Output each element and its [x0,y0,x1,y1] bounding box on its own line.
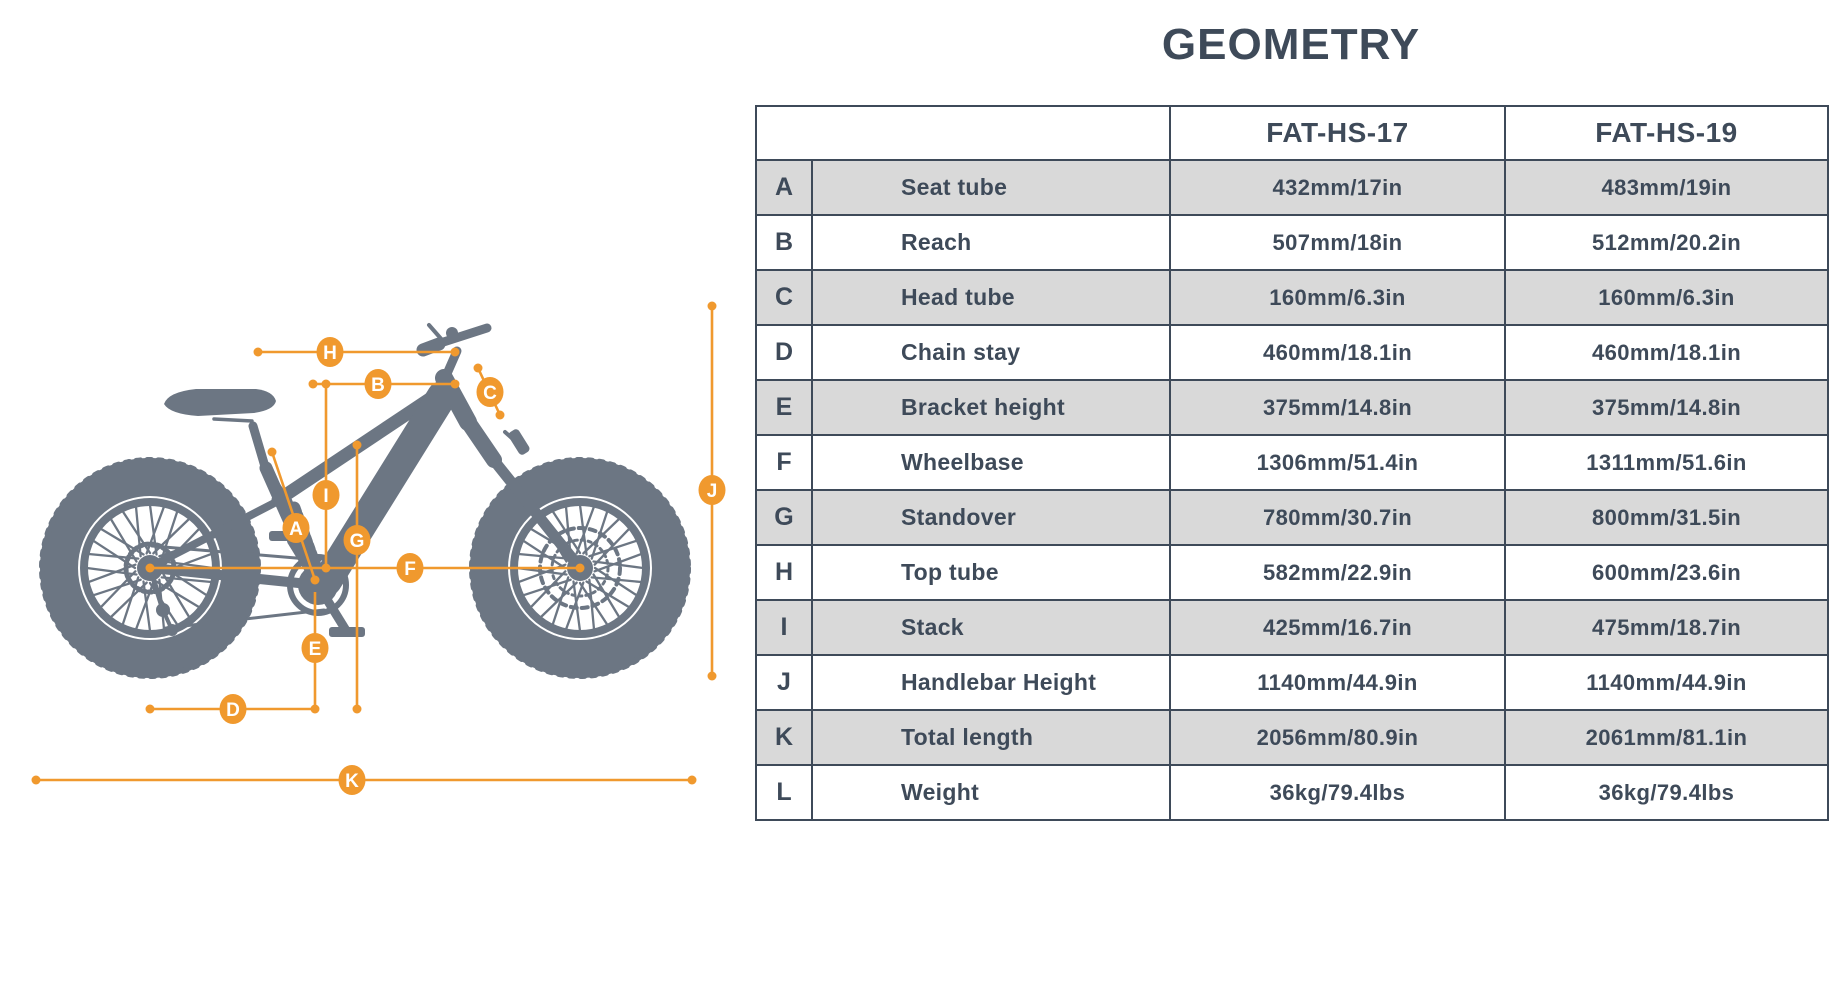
row-label: Weight [812,765,1170,820]
svg-text:G: G [349,531,365,552]
row-key: F [756,435,812,490]
row-value-fat-hs-17: 425mm/16.7in [1170,600,1505,655]
table-row-bracket-height [756,380,1828,435]
row-key: L [756,765,812,820]
dim-badge-h [317,337,344,367]
table-row-weight [756,765,1828,820]
row-key: B [756,215,812,270]
dim-badge-k [339,765,366,795]
row-label: Reach [812,215,1170,270]
row-value-fat-hs-17: 2056mm/80.9in [1170,710,1505,765]
row-label: Wheelbase [812,435,1170,490]
page-title: GEOMETRY [1161,20,1421,69]
row-key: D [756,325,812,380]
row-value-fat-hs-17: 507mm/18in [1170,215,1505,270]
row-value-fat-hs-19: 160mm/6.3in [1505,270,1828,325]
table-row-wheelbase [756,435,1828,490]
row-value-fat-hs-17: 432mm/17in [1170,160,1505,215]
bike-silhouette [42,325,688,676]
row-value-fat-hs-19: 460mm/18.1in [1505,325,1828,380]
row-value-fat-hs-17: 375mm/14.8in [1170,380,1505,435]
svg-text:H: H [323,343,337,364]
row-key: G [756,490,812,545]
row-label: Bracket height [812,380,1170,435]
row-value-fat-hs-19: 36kg/79.4lbs [1505,765,1828,820]
row-value-fat-hs-19: 800mm/31.5in [1505,490,1828,545]
row-key: K [756,710,812,765]
row-label: Head tube [812,270,1170,325]
row-key: C [756,270,812,325]
row-value-fat-hs-19: 1311mm/51.6in [1505,435,1828,490]
svg-text:B: B [371,375,385,396]
table-row-total-length [756,710,1828,765]
dim-badge-e [302,633,329,663]
row-label: Chain stay [812,325,1170,380]
table-corner-cell [756,106,1170,160]
row-value-fat-hs-17: 160mm/6.3in [1170,270,1505,325]
dim-badge-f [397,553,424,583]
row-value-fat-hs-19: 1140mm/44.9in [1505,655,1828,710]
dim-badge-j [699,475,726,505]
table-header-row [756,106,1828,160]
row-value-fat-hs-17: 780mm/30.7in [1170,490,1505,545]
svg-text:E: E [308,639,322,660]
row-value-fat-hs-17: 582mm/22.9in [1170,545,1505,600]
svg-text:I: I [323,486,329,507]
table-row-chain-stay [756,325,1828,380]
row-value-fat-hs-17: 460mm/18.1in [1170,325,1505,380]
row-value-fat-hs-19: 375mm/14.8in [1505,380,1828,435]
column-header-fat-hs-17: FAT-HS-17 [1170,106,1505,160]
row-label: Stack [812,600,1170,655]
row-label: Handlebar Height [812,655,1170,710]
row-key: I [756,600,812,655]
row-key: J [756,655,812,710]
svg-text:K: K [345,771,359,792]
row-label: Seat tube [812,160,1170,215]
row-value-fat-hs-19: 600mm/23.6in [1505,545,1828,600]
row-value-fat-hs-17: 36kg/79.4lbs [1170,765,1505,820]
row-key: A [756,160,812,215]
geometry-table [755,105,1829,821]
dim-badge-b [365,369,392,399]
row-label: Standover [812,490,1170,545]
table-row-standover [756,490,1828,545]
table-row-reach [756,215,1828,270]
svg-text:J: J [706,481,718,502]
bike-geometry-diagram [0,0,750,1000]
table-row-seat-tube [756,160,1828,215]
svg-text:C: C [483,383,497,404]
column-header-fat-hs-19: FAT-HS-19 [1505,106,1828,160]
row-key: H [756,545,812,600]
dim-badge-d [220,694,247,724]
row-value-fat-hs-19: 2061mm/81.1in [1505,710,1828,765]
row-value-fat-hs-19: 483mm/19in [1505,160,1828,215]
svg-text:F: F [404,559,416,580]
row-label: Top tube [812,545,1170,600]
table-row-handlebar-height [756,655,1828,710]
table-row-head-tube [756,270,1828,325]
row-value-fat-hs-17: 1306mm/51.4in [1170,435,1505,490]
row-value-fat-hs-19: 512mm/20.2in [1505,215,1828,270]
row-label: Total length [812,710,1170,765]
dim-badge-a [283,513,310,543]
row-key: E [756,380,812,435]
dim-badge-g [344,525,371,555]
svg-text:D: D [226,700,240,721]
svg-text:A: A [289,519,303,540]
dim-badge-i [313,480,340,510]
row-value-fat-hs-17: 1140mm/44.9in [1170,655,1505,710]
table-row-stack [756,600,1828,655]
table-row-top-tube [756,545,1828,600]
dim-badge-c [477,377,504,407]
row-value-fat-hs-19: 475mm/18.7in [1505,600,1828,655]
